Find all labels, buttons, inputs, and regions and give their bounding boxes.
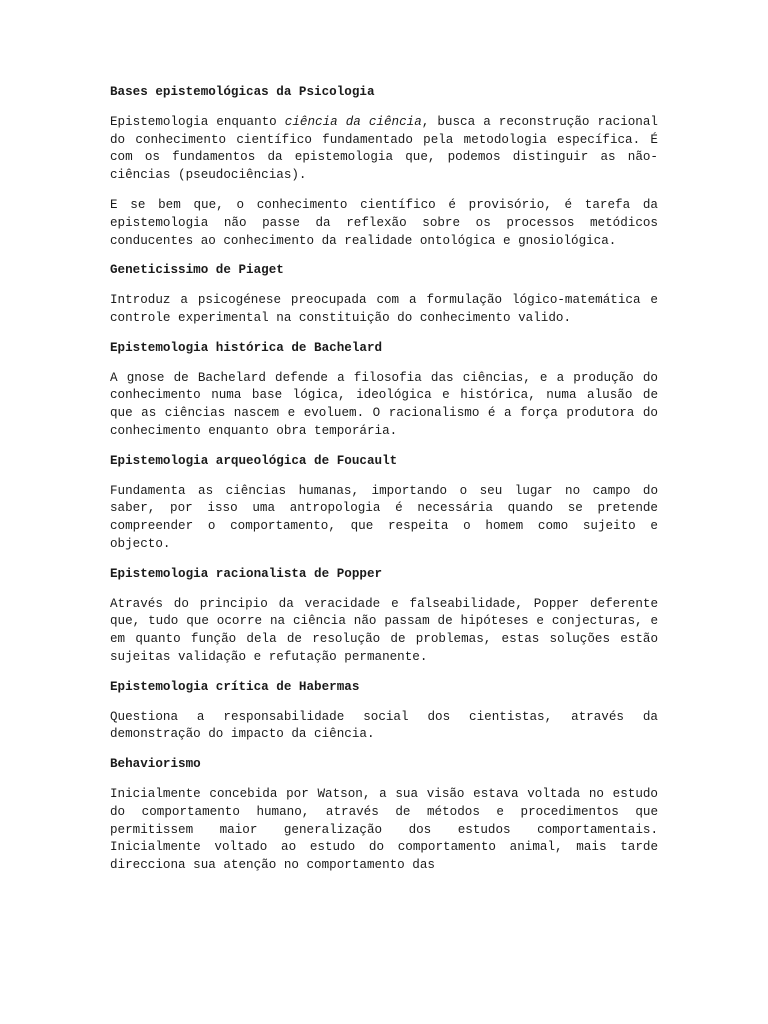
paragraph (110, 197, 658, 250)
section-heading: Epistemologia histórica de Bachelard (110, 340, 383, 355)
section-epistemologia-habermas (110, 679, 658, 744)
paragraph (110, 786, 658, 875)
section-behaviorismo (110, 756, 658, 875)
section-heading: Geneticissimo de Piaget (110, 263, 284, 278)
section-heading: Epistemologia crítica de Habermas (110, 679, 360, 694)
paragraph-text: Introduz a psicogénese preocupada com a formulação lógico-matemática e controle experimental na constituição do conhecimento valido. (110, 293, 658, 325)
section-heading: Epistemologia racionalista de Popper (110, 566, 383, 581)
section-heading: Epistemologia arqueológica de Foucault (110, 453, 398, 468)
section-heading: Behaviorismo (110, 757, 201, 772)
section-bases-epistemologicas (110, 84, 658, 250)
paragraph (110, 596, 658, 667)
paragraph-text: Inicialmente concebida por Watson, a sua visão estava voltada no estudo do comportamento humano, através de métodos e procedimentos que permitissem maior generalização dos estudos comportamentais. Inicialmente voltado ao estudo do comportamento animal, mais tarde direcciona sua atenção no comportamento das (110, 786, 658, 873)
paragraph-text: Questiona a responsabilidade social dos cientistas, através da demonstração do impacto da ciência. (110, 709, 658, 742)
paragraph-emphasis: ciência da ciência (284, 114, 422, 129)
paragraph-text: Fundamenta as ciências humanas, importando o seu lugar no campo do saber, por isso uma antropologia é necessária quando se pretende compreender o comportamento, que respeita o homem como sujeito e objecto. (110, 483, 658, 551)
paragraph-text: A gnose de Bachelard defende a filosofia das ciências, e a produção do conhecimento numa base lógica, ideológica e histórica, numa alusão de que as ciências nascem e evoluem. O racionalismo é a força produtora do conhecimento enquanto obra temporária. (110, 370, 658, 438)
section-epistemologia-popper (110, 566, 658, 667)
paragraph-text: Epistemologia enquanto (110, 114, 285, 129)
section-epistemologia-foucault (110, 453, 658, 554)
section-epistemologia-bachelard (110, 340, 658, 441)
paragraph (110, 292, 658, 328)
paragraph (110, 114, 658, 185)
paragraph-text: E se bem que, o conhecimento científico é provisório, é tarefa da epistemologia não passe da reflexão sobre os processos metódicos conducentes ao conhecimento da realidade ontológica e gnosiológica. (110, 197, 658, 248)
paragraph (110, 483, 658, 554)
paragraph-text: Através do principio da veracidade e falseabilidade, Popper deferente que, tudo que ocorre na ciência não passam de hipóteses e conjecturas, e em quanto função dela de resolução de problemas, estas soluções estão sujeitas validação e refutação permanente. (110, 596, 658, 664)
section-geneticissimo-piaget (110, 262, 658, 327)
paragraph (110, 709, 658, 745)
section-heading: Bases epistemológicas da Psicologia (110, 85, 375, 99)
paragraph-text: , busca a reconstrução racional do conhecimento científico fundamentado pela metodologia específica. É com os fundamentos da epistemologia que, podemos distinguir as não-ciências (pseudociências). (110, 114, 658, 183)
paragraph (110, 370, 658, 441)
document-page (110, 84, 658, 887)
